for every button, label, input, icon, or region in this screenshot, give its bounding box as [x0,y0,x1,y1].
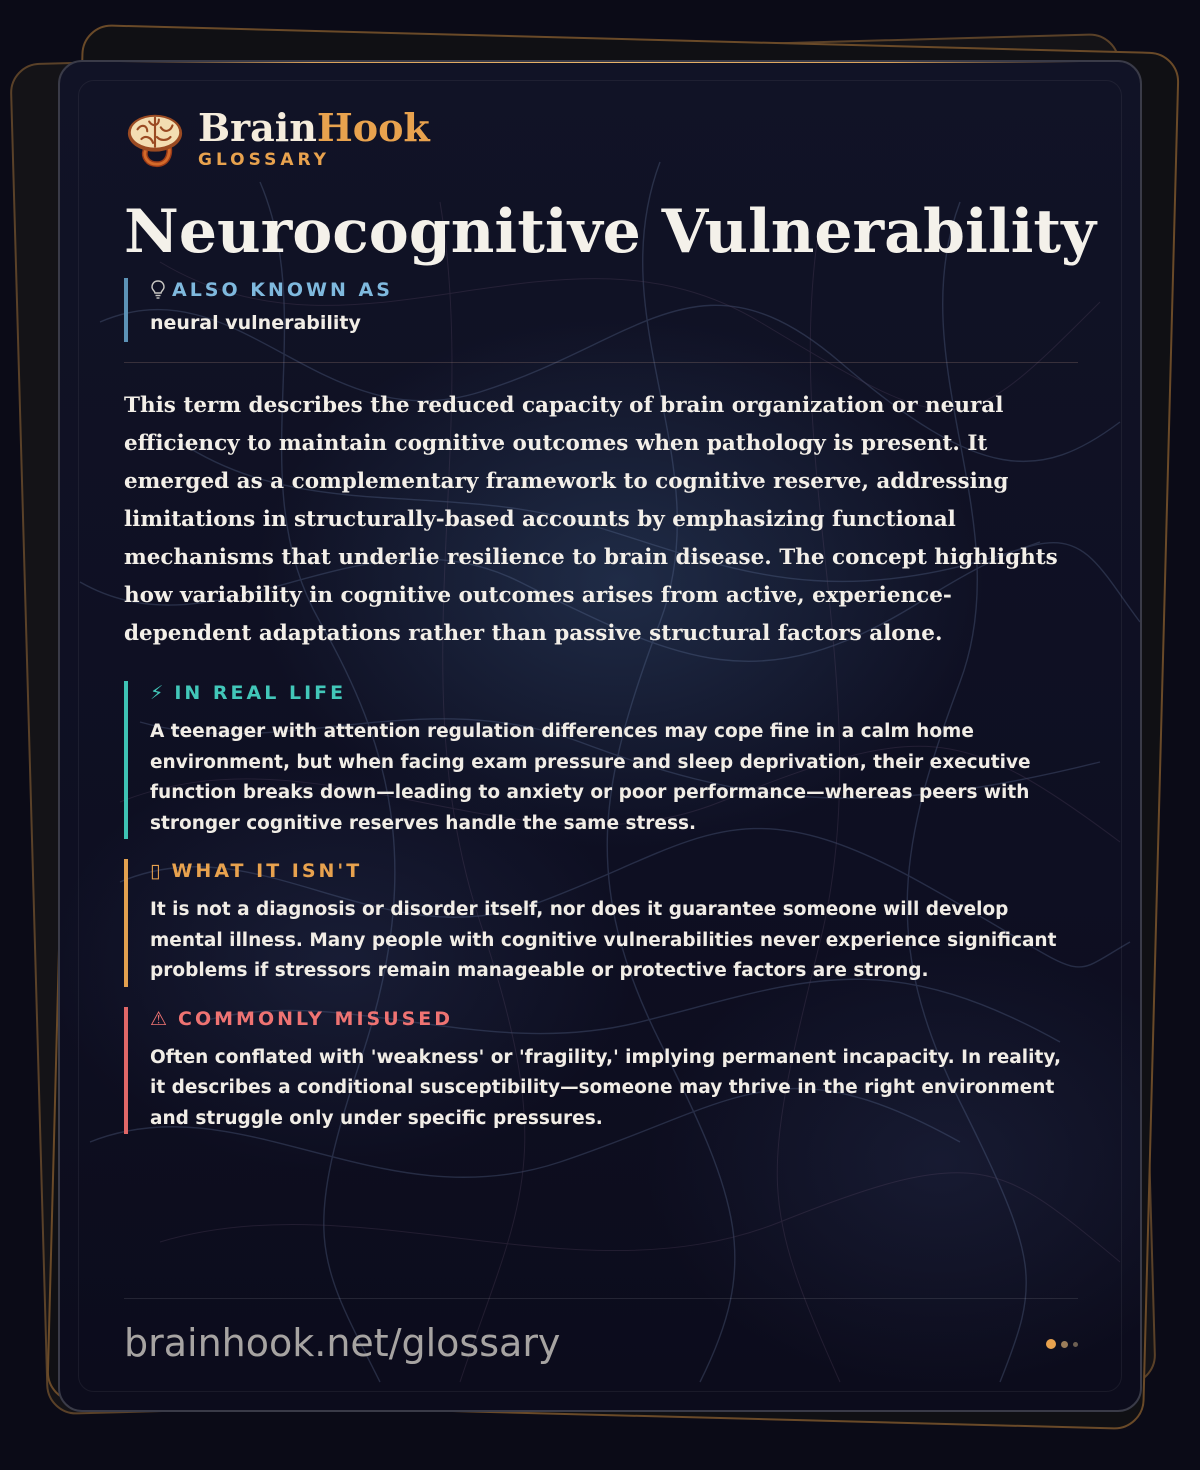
in-real-life-block [124,681,1078,839]
also-known-as-block [124,278,1078,342]
card-footer [124,1298,1078,1389]
also-known-as-header [150,278,1078,302]
what-it-isnt-header [150,859,1078,883]
commonly-misused-header [150,1007,1078,1031]
glossary-card [58,60,1142,1412]
pagination-dot-active [1046,1339,1056,1349]
brand-subtitle: GLOSSARY [198,150,330,170]
section-divider [124,362,1078,363]
what-it-isnt-block [124,859,1078,987]
card-content [124,102,1096,1134]
term-title: Neurocognitive Vulnerability [124,197,1096,267]
commonly-misused-label: COMMONLY MISUSED [178,1007,454,1030]
commonly-misused-text: Often conflated with 'weakness' or 'fragility,' implying permanent incapacity. In reality, it describes a conditional susceptibility—someone may thrive in the right environment and struggle only under specific pressures. [150,1046,1061,1129]
brand-header [124,102,1078,176]
what-it-isnt-text: It is not a diagnosis or disorder itself, nor does it guarantee someone will develop mental illness. Many people with cognitive vulnerabilities never experience significant problems if stressors remain manageable or protective factors are strong. [150,899,1057,981]
pagination-dot [1061,1341,1068,1348]
in-real-life-label: IN REAL LIFE [174,682,347,704]
pagination-dot [1073,1342,1078,1347]
pagination-dots [1041,1339,1078,1349]
brand-text [198,105,430,170]
warning-icon: ⚠ [150,1007,171,1030]
lightning-icon: ⚡ [150,682,167,704]
footer-url[interactable]: brainhook.net/glossary [124,1321,561,1365]
in-real-life-header [150,681,1078,705]
brand-name-brain: Brain [198,105,317,150]
brain-hook-logo-icon [124,108,186,170]
brand-name [198,105,430,150]
term-description: This term describes the reduced capacity of brain organization or neural efficiency to maintain cognitive outcomes when pathology is present. It emerged as a complementary framework to cognitive reserve, addressing limitations in structurally-based accounts by emphasizing functional mechanisms that underlie resilience to brain disease. The concept highlights how variability in cognitive outcomes arises from active, experience-dependent adaptations rather than passive structural factors alone. [124,393,1058,646]
also-known-as-value: neural vulnerability [150,312,361,334]
commonly-misused-block [124,1007,1078,1135]
brand-name-hook: Hook [316,105,430,150]
what-it-isnt-label: WHAT IT ISN'T [171,860,363,882]
also-known-as-label: ALSO KNOWN AS [172,279,393,301]
in-real-life-text: A teenager with attention regulation differences may cope fine in a calm home environment, but when facing exam pressure and sleep deprivation, their executive function breaks down—leading to anxiety or poor performance—whereas peers with stronger cognitive reserves handle the same stress. [150,721,1031,834]
lightbulb-icon [150,279,166,299]
missing-glyph-icon: ▯ [150,860,164,882]
